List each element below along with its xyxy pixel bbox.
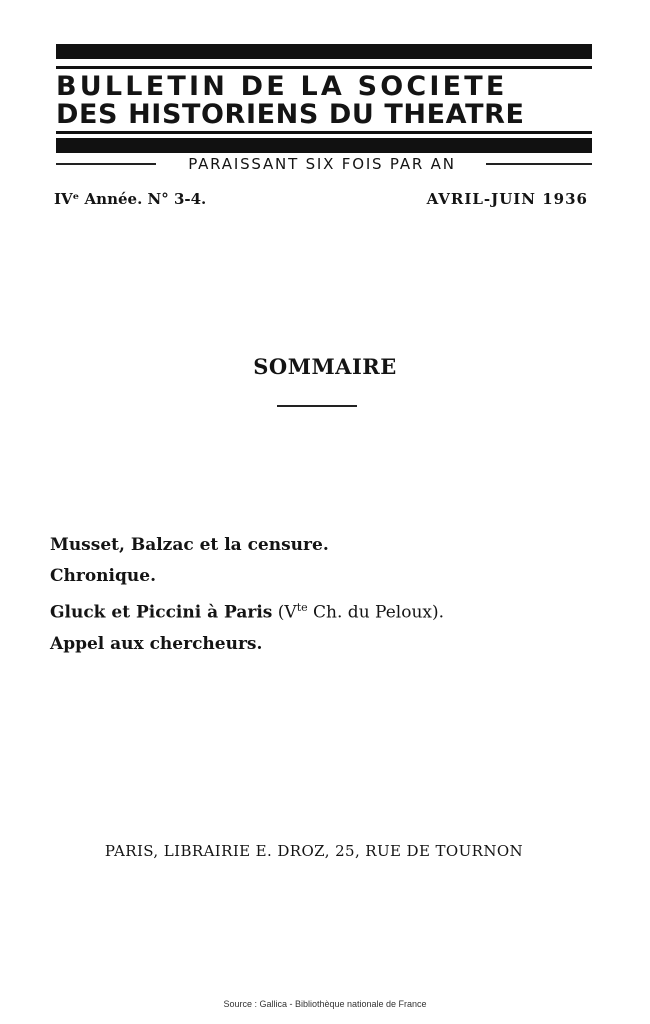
toc-item — [50, 530, 610, 561]
issue-number: IVᵉ Année. N° 3-4. — [54, 190, 207, 208]
masthead-subtitle-row — [56, 154, 592, 174]
masthead-top-thin-rule — [56, 66, 592, 69]
sommaire-heading: SOMMAIRE — [253, 354, 397, 379]
toc-item-title: Appel aux chercheurs. — [50, 633, 263, 654]
toc-item-author-rest: Ch. du Peloux). — [307, 602, 445, 623]
sommaire-rule — [277, 405, 357, 407]
toc-item-author-sup: te — [296, 601, 308, 614]
publisher-imprint: PARIS, LIBRAIRIE E. DROZ, 25, RUE DE TOURNON — [104, 842, 524, 860]
bulletin-title-line-1: BULLETIN DE LA SOCIETE — [56, 71, 508, 102]
table-of-contents — [50, 530, 610, 660]
toc-item-author-prefix: (V — [272, 602, 297, 623]
source-footer: Source : Gallica - Bibliothèque nationale de France — [223, 999, 427, 1009]
toc-item-title: Musset, Balzac et la censure. — [50, 535, 329, 555]
issue-info-row — [54, 190, 588, 212]
toc-item-title: Chronique. — [50, 566, 156, 586]
toc-item — [50, 629, 610, 660]
masthead-top-thick-rule — [56, 44, 592, 59]
masthead-bottom-thick-rule — [56, 138, 592, 153]
bulletin-subtitle: PARAISSANT SIX FOIS PAR AN — [188, 155, 456, 173]
toc-item-title: Gluck et Piccini à Paris — [50, 602, 273, 623]
bulletin-title-line-2: DES HISTORIENS DU THEATRE — [56, 99, 525, 130]
subtitle-left-rule — [56, 163, 156, 165]
issue-date: AVRIL-JUIN 1936 — [426, 190, 588, 208]
masthead-bottom-thin-rule — [56, 131, 592, 134]
subtitle-right-rule — [486, 163, 592, 165]
toc-item — [50, 592, 610, 629]
masthead — [56, 44, 592, 174]
toc-item — [50, 561, 610, 592]
